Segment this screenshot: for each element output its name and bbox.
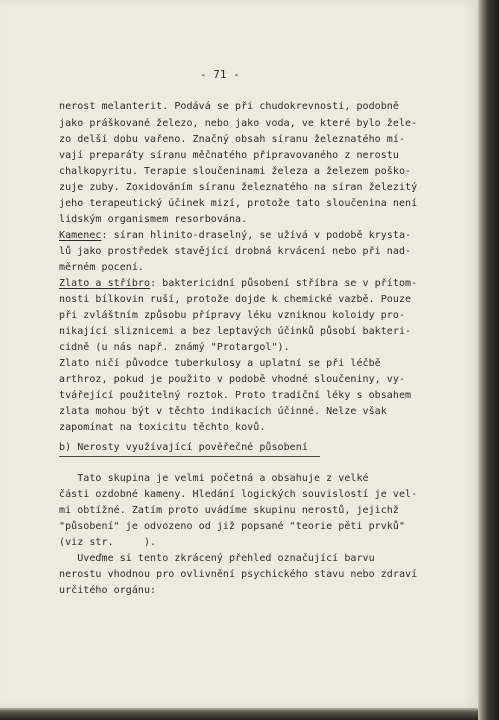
text-line: jako práškované železo, nebo jako voda, ve které bylo žele- [59,118,418,129]
section-heading: b) Nerosty využívající pověřečné působení [59,442,308,453]
text-line: části ozdobné kameny. Hledání logických souvislostí je vel- [59,489,418,500]
text-line: nosti bílkovin ruší, protože dojde k chemické vazbě. Pouze [59,294,412,305]
text-line: arthroz, pokud je použito v podobě vhodné sloučeniny, vy- [59,374,406,385]
text-line [59,278,417,290]
text-line: chalkopyritu. Terapie sloučeninami železa a železem poško- [59,166,412,177]
book-spine-shadow [478,0,499,720]
text-line: jeho terapeutický účinek mizí, protože tato sloučenina není [59,198,418,209]
text-line: zo delší dobu vařeno. Značný obsah síranu železnatého mí- [59,134,406,145]
text-line: určitého orgánu: [59,585,157,596]
text-line [59,230,411,242]
text-line: Uveďme si tento zkrácený přehled označující barvu [59,553,375,564]
term-zlato-a-stribro: Zlato a stříbro [59,278,151,289]
text-run: : síran hlinito-draselný, se užívá v podobě krysta- [101,230,412,241]
text-line: nerost melanterit. Podává se při chudokrevnosti, podobně [59,101,399,112]
text-line: Tato skupina je velmi početná a obsahuje z velké [59,473,369,484]
text-run: : baktericidní působení stříbra se v přítom- [150,278,418,289]
text-line: mi obtížné. Zatím proto uvádíme skupinu nerostů, jejichž [59,505,399,516]
text-line: "působení" je odvozeno od již popsané "teorie pěti prvků" [59,521,406,532]
text-line: zapomínat na toxicitu těchto kovů. [59,422,266,433]
text-line: Zlato ničí původce tuberkulosy a uplatní se při léčbě [59,358,381,369]
text-line: nerostu vhodnou pro ovlivnění psychického stavu nebo zdraví [59,569,418,580]
text-line: zuje zuby. Zoxidováním síranu železnatého na síran železitý [59,182,418,193]
text-line: (viz str. ). [59,537,157,548]
text-line: cidně (u nás např. známý "Protargol"). [59,342,290,353]
text-line: při zvláštním způsobu přípravy léku vzniknou koloidy pro- [59,310,406,321]
term-kamenec: Kamenec [59,230,102,241]
text-line: zlata mohou být v těchto indikacích účinné. Nelze však [59,406,387,417]
page-number: - 71 - [200,68,240,81]
page-bottom-edge [0,708,478,720]
text-line: vají preparáty síranu měčnatého připravovaného z nerostu [59,150,399,161]
text-line: tvářející použitelný roztok. Proto tradiční léky s obsahem [59,390,412,401]
text-line: lidským organismem resorbována. [59,214,248,225]
heading-underline [59,456,320,457]
text-line: nikající sliznicemi a bez leptavých účinků působí bakteri- [59,326,412,337]
text-line: měrném pocení. [59,262,144,273]
text-line: lů jako prostředek stavějící drobná krvácení nebo při nad- [59,246,412,257]
